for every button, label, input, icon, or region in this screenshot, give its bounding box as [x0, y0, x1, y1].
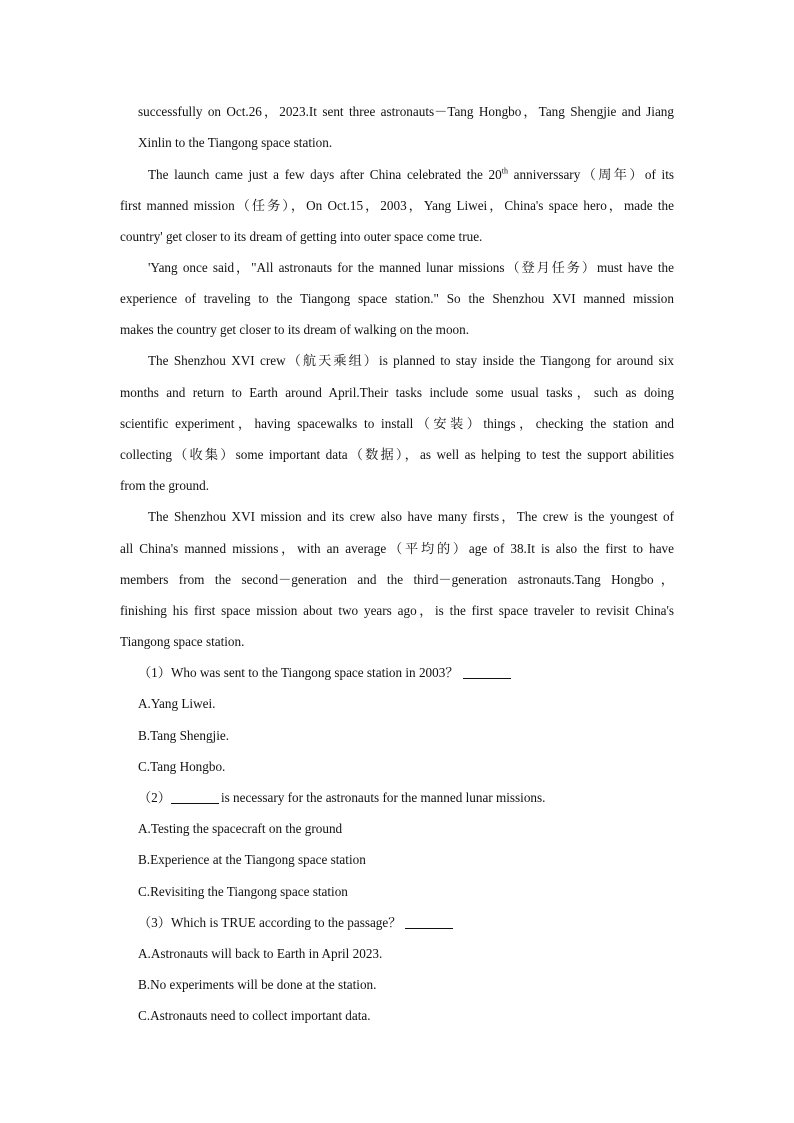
passage-line: finishing his first space mission about two years ago，is the first space traveler to revisit China's [120, 603, 674, 618]
passage-text: anniverssary（周年）of its [507, 167, 674, 182]
option-a[interactable]: A.Testing the spacecraft on the ground [138, 821, 343, 836]
option-a[interactable]: A.Astronauts will back to Earth in April 2023. [138, 946, 383, 961]
question-text: （1）Who was sent to the Tiangong space station in 2003？ [138, 665, 459, 680]
passage-line: successfully on Oct.26，2023.It sent three astronauts－Tang Hongbo，Tang Shengjie and Jiang [138, 104, 674, 119]
question-1 [138, 664, 692, 682]
passage-line: Tiangong space station. [120, 634, 245, 649]
option-a[interactable]: A.Yang Liwei. [138, 696, 216, 711]
question-text: （3）Which is TRUE according to the passage？ [138, 915, 402, 930]
option-c[interactable]: C.Revisiting the Tiangong space station [138, 884, 348, 899]
passage-text: The launch came just a few days after China celebrated the 20 [148, 167, 502, 182]
passage-line: The Shenzhou XVI mission and its crew also have many firsts，The crew is the youngest of [148, 509, 674, 524]
passage-line: The Shenzhou XVI crew（航天乘组）is planned to stay inside the Tiangong for around six [148, 353, 674, 368]
passage-line: makes the country get closer to its dream of walking on the moon. [120, 322, 470, 337]
option-b[interactable]: B.No experiments will be done at the station. [138, 977, 377, 992]
question-number: （2） [138, 790, 171, 805]
passage-line: experience of traveling to the Tiangong space station." So the Shenzhou XVI manned mission [120, 291, 674, 306]
question-3 [138, 914, 692, 932]
option-c[interactable]: C.Astronauts need to collect important data. [138, 1008, 371, 1023]
passage-line: collecting（收集）some important data（数据），as well as helping to test the support abilities [120, 447, 674, 462]
question-2 [138, 789, 692, 807]
passage-line [148, 166, 674, 184]
passage-line: country' get closer to its dream of getting into outer space come true. [120, 229, 483, 244]
answer-blank[interactable] [171, 791, 219, 804]
passage-line: scientific experiment，having spacewalks to install（安装）things，checking the station and [120, 416, 674, 431]
option-b[interactable]: B.Experience at the Tiangong space station [138, 852, 366, 867]
passage-line: from the ground. [120, 478, 209, 493]
superscript: th [501, 166, 508, 176]
passage-line: members from the second－generation and the third－generation astronauts.Tang Hongbo， [120, 572, 674, 587]
option-b[interactable]: B.Tang Shengjie. [138, 728, 230, 743]
question-text: is necessary for the astronauts for the manned lunar missions. [220, 790, 546, 805]
answer-blank[interactable] [463, 666, 511, 679]
passage-line: 'Yang once said，"All astronauts for the manned lunar missions（登月任务）must have the [148, 260, 674, 275]
passage-line: months and return to Earth around April.Their tasks include some usual tasks，such as doing [120, 385, 674, 400]
answer-blank[interactable] [405, 916, 453, 929]
passage-line: first manned mission（任务），On Oct.15，2003，Yang Liwei，China's space hero，made the [120, 198, 674, 213]
passage-line: all China's manned missions，with an average（平均的）age of 38.It is also the first to have [120, 541, 674, 556]
passage-line: Xinlin to the Tiangong space station. [138, 135, 333, 150]
option-c[interactable]: C.Tang Hongbo. [138, 759, 226, 774]
